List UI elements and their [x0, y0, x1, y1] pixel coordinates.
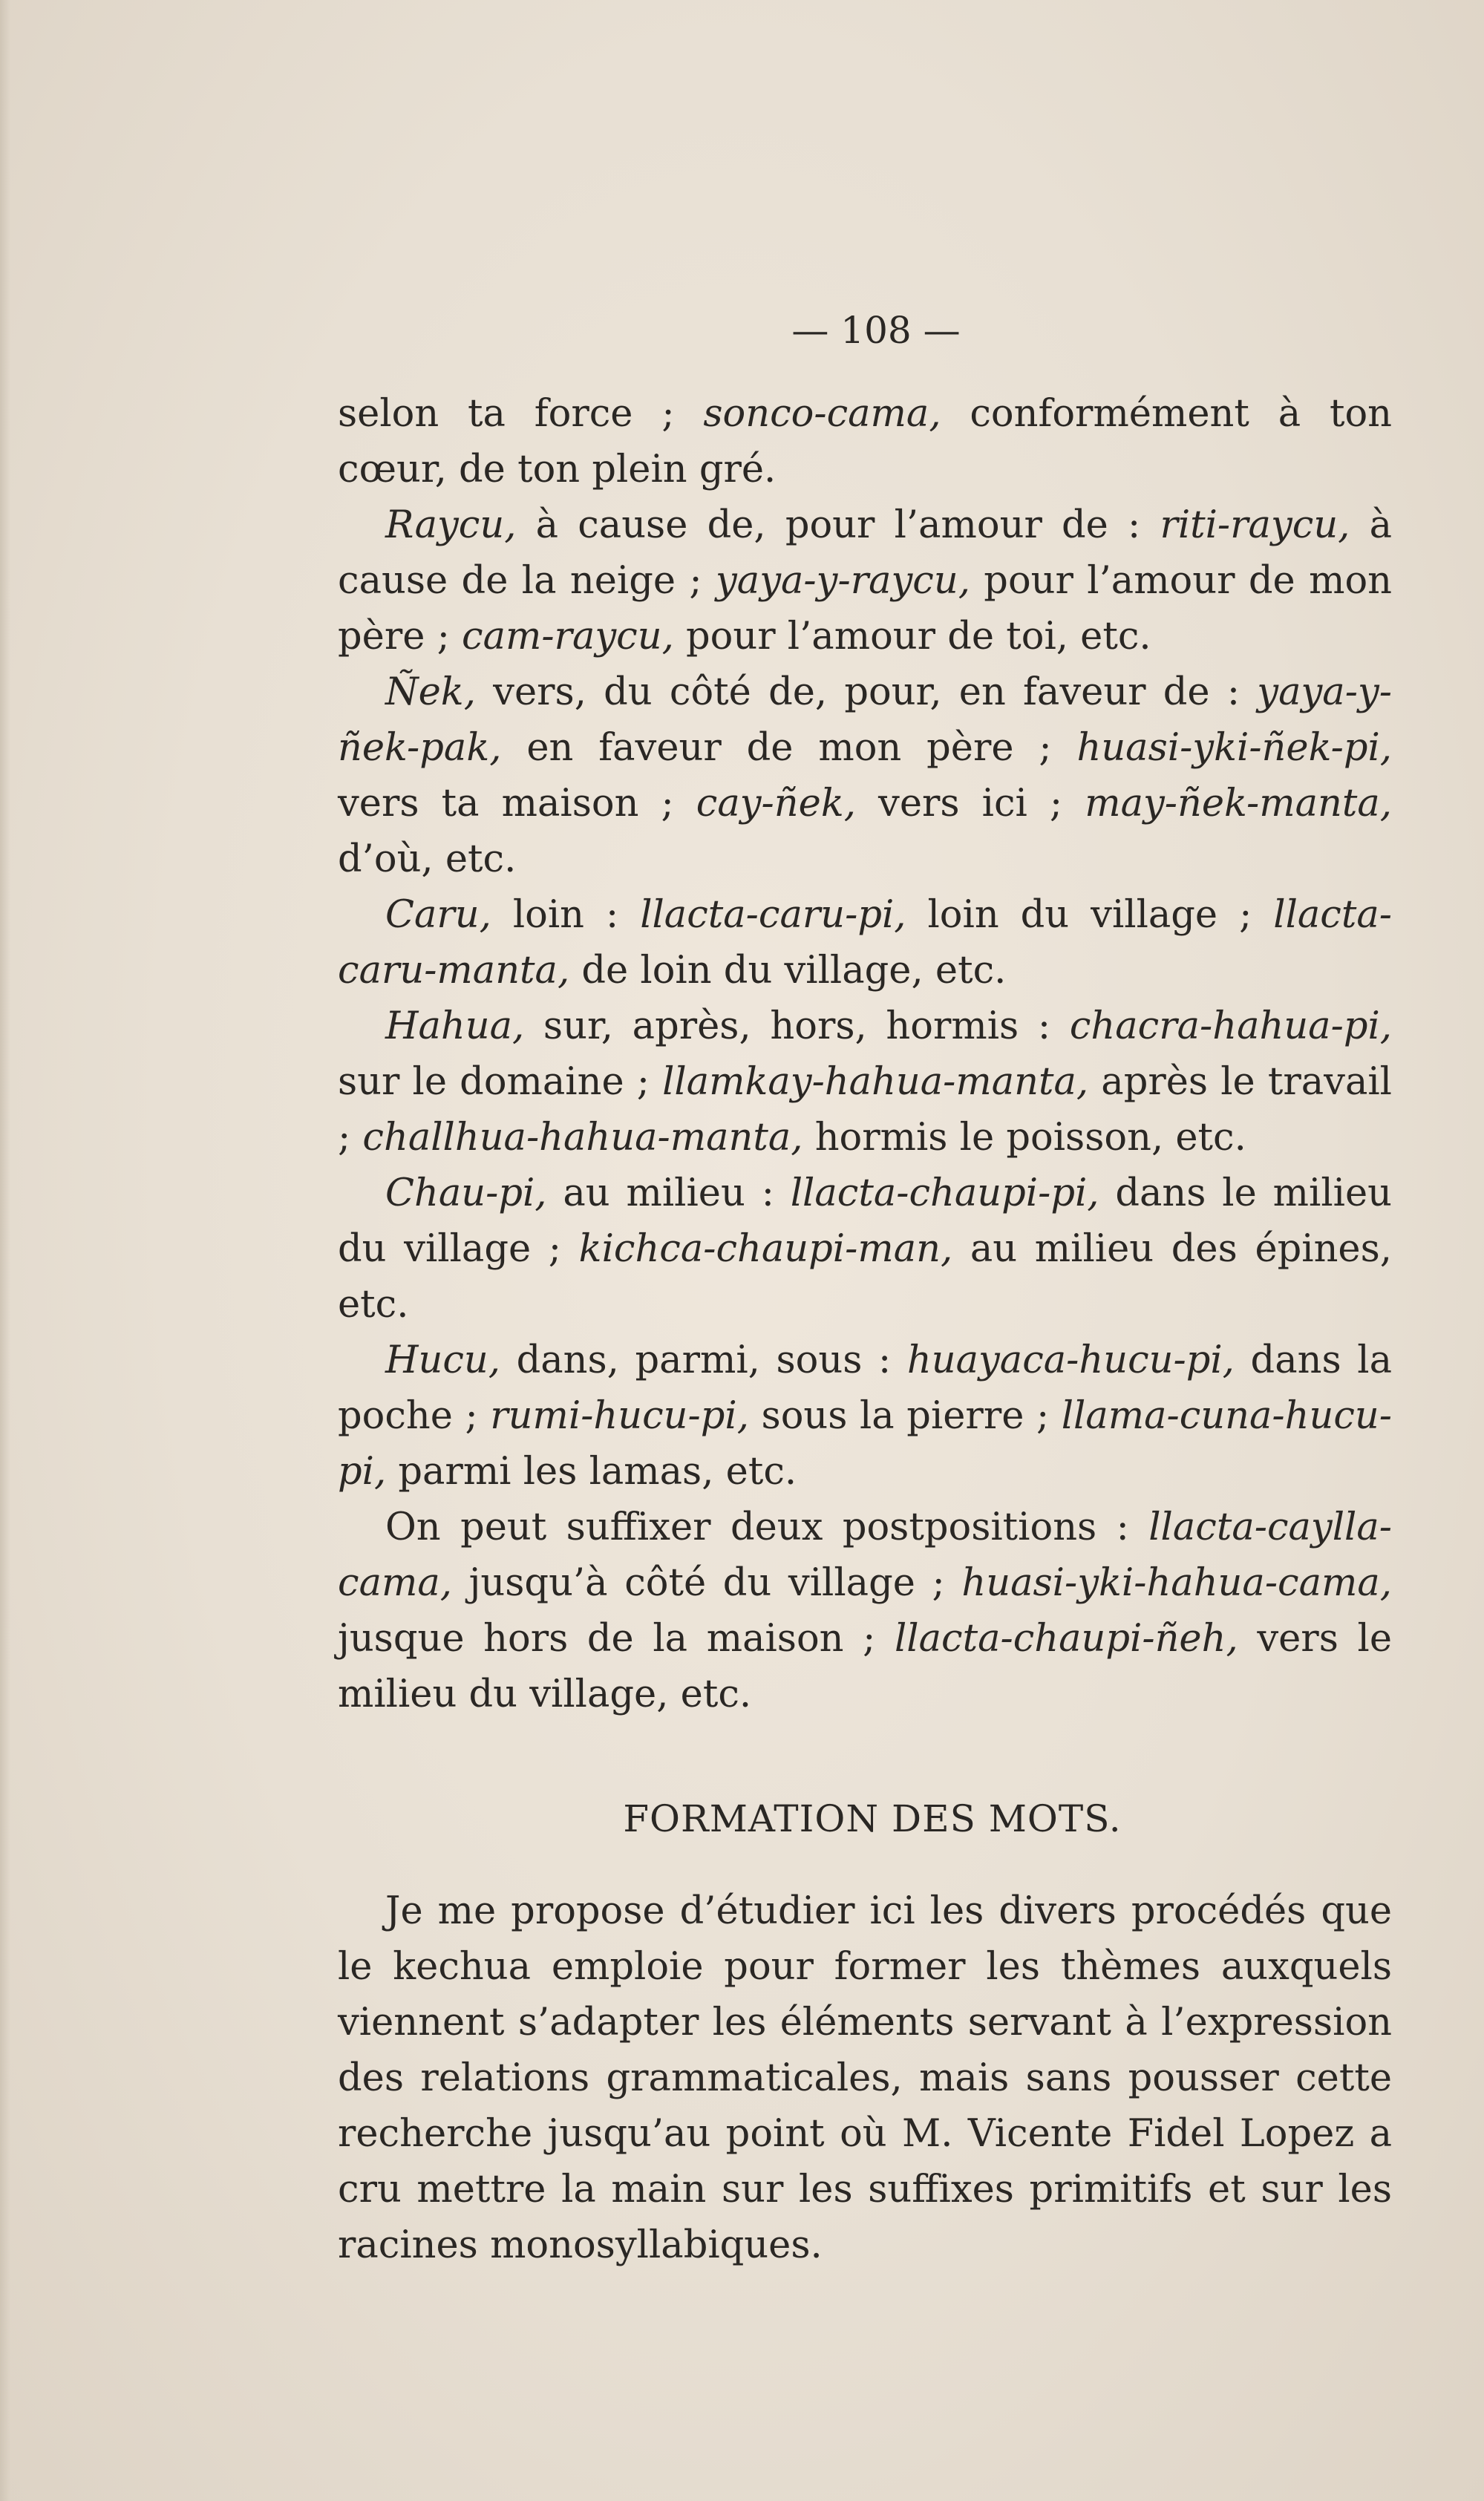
paragraph-p1	[338, 386, 1392, 497]
text-run: vers ici ;	[855, 782, 1085, 826]
quechua-term: Hucu,	[385, 1338, 500, 1382]
quechua-term: llama-cuna-hucu-pi,	[338, 1394, 1392, 1494]
text-run: dans le milieu du village ;	[338, 1171, 1392, 1271]
quechua-term: huasi-yki-ñek-pi,	[1076, 726, 1392, 770]
quechua-term: Chau-pi,	[385, 1171, 547, 1215]
text-run: jusqu’à côté du village ;	[451, 1561, 962, 1605]
text-run: selon ta force ;	[338, 392, 704, 436]
quechua-term: kichca-chaupi-man,	[578, 1227, 953, 1271]
page-number: — 108 —	[791, 309, 961, 352]
paragraph-p5	[338, 998, 1392, 1166]
paragraph-p4	[338, 887, 1392, 998]
text-run: sous la pierre ;	[748, 1394, 1062, 1438]
paragraph-p8	[338, 1500, 1392, 1722]
quechua-term: Raycu,	[385, 503, 517, 547]
text-run: vers ta maison ;	[338, 782, 696, 826]
quechua-term: cam-raycu,	[462, 615, 674, 658]
text-run: hormis le poisson, etc.	[803, 1116, 1246, 1160]
quechua-term: llacta-chaupi-ñeh,	[895, 1617, 1238, 1661]
text-run: d’où, etc.	[338, 837, 517, 881]
text-run: de loin du village, etc.	[569, 949, 1007, 993]
quechua-term: Hahua,	[385, 1004, 525, 1048]
text-run: pour l’amour de mon père ;	[338, 559, 1392, 658]
text-run: pour l’amour de toi, etc.	[673, 615, 1151, 658]
text-run: On peut suffixer deux postpositions :	[385, 1505, 1149, 1549]
text-run: au milieu :	[546, 1171, 791, 1215]
text-run: parmi les lamas, etc.	[386, 1450, 797, 1494]
quechua-term: sonco-cama,	[703, 392, 941, 436]
section-heading: FORMATION DES MOTS.	[623, 1797, 1122, 1840]
quechua-term: llacta-caru-pi,	[640, 893, 906, 937]
text-run: vers le milieu du village, etc.	[338, 1617, 1392, 1716]
quechua-term: Ñek,	[385, 670, 476, 714]
text-run: dans la poche ;	[338, 1338, 1392, 1438]
paragraph-p3	[338, 664, 1392, 887]
quechua-term: may-ñek-manta,	[1085, 782, 1393, 826]
paragraph-p6	[338, 1166, 1392, 1333]
quechua-term: huasi-yki-hahua-cama,	[961, 1561, 1392, 1605]
text-run: sur le domaine ;	[338, 1060, 663, 1104]
page-text	[338, 304, 1392, 2273]
quechua-term: llacta-caru-manta,	[338, 893, 1392, 993]
text-run: sur, après, hors, hormis :	[524, 1004, 1070, 1048]
quechua-term: huayaca-hucu-pi,	[906, 1338, 1235, 1382]
text-run: dans, parmi, sous :	[500, 1338, 907, 1382]
page-edge-shadow	[0, 0, 10, 2501]
final-paragraph: Je me propose d’étudier ici les divers procédés que le kechua emploie pour former les thèmes auxquels viennent s’adapter les éléments servant à l’expression des relations grammaticales, mais sans pousser cette recherche jusqu’au point où M. Vicente Fidel Lopez a cru mettre la main sur les suffixes primitifs et sur les racines monosyllabiques.	[338, 1889, 1392, 2267]
text-run: à cause de, pour l’amour de :	[516, 503, 1160, 547]
quechua-term: rumi-hucu-pi,	[490, 1394, 749, 1438]
quechua-term: llacta-chaupi-pi,	[790, 1171, 1099, 1215]
text-run: en faveur de mon père ;	[501, 726, 1077, 770]
text-run: conformément à ton cœur, de ton plein gré.	[338, 392, 1392, 491]
quechua-term: chacra-hahua-pi,	[1069, 1004, 1392, 1048]
quechua-term: llacta-caylla-cama,	[338, 1505, 1392, 1605]
postposition-paragraphs	[338, 386, 1392, 1722]
quechua-term: cay-ñek,	[696, 782, 856, 826]
text-run: vers, du côté de, pour, en faveur de :	[475, 670, 1258, 714]
quechua-term: yaya-y-ñek-pak,	[338, 670, 1392, 770]
text-run: à cause de la neige ;	[338, 503, 1392, 603]
text-run: loin du village ;	[906, 893, 1274, 937]
paragraph-p7	[338, 1333, 1392, 1500]
text-run: loin :	[491, 893, 641, 937]
quechua-term: challhua-hahua-manta,	[362, 1116, 803, 1160]
text-run: au milieu des épines, etc.	[338, 1227, 1392, 1327]
quechua-term: yaya-y-raycu,	[715, 559, 970, 603]
text-run: jusque hors de la maison ;	[338, 1617, 895, 1661]
quechua-term: llamkay-hahua-manta,	[662, 1060, 1089, 1104]
text-run: après le travail ;	[338, 1060, 1392, 1160]
quechua-term: riti-raycu,	[1160, 503, 1350, 547]
paragraph-p2	[338, 497, 1392, 664]
quechua-term: Caru,	[385, 893, 491, 937]
